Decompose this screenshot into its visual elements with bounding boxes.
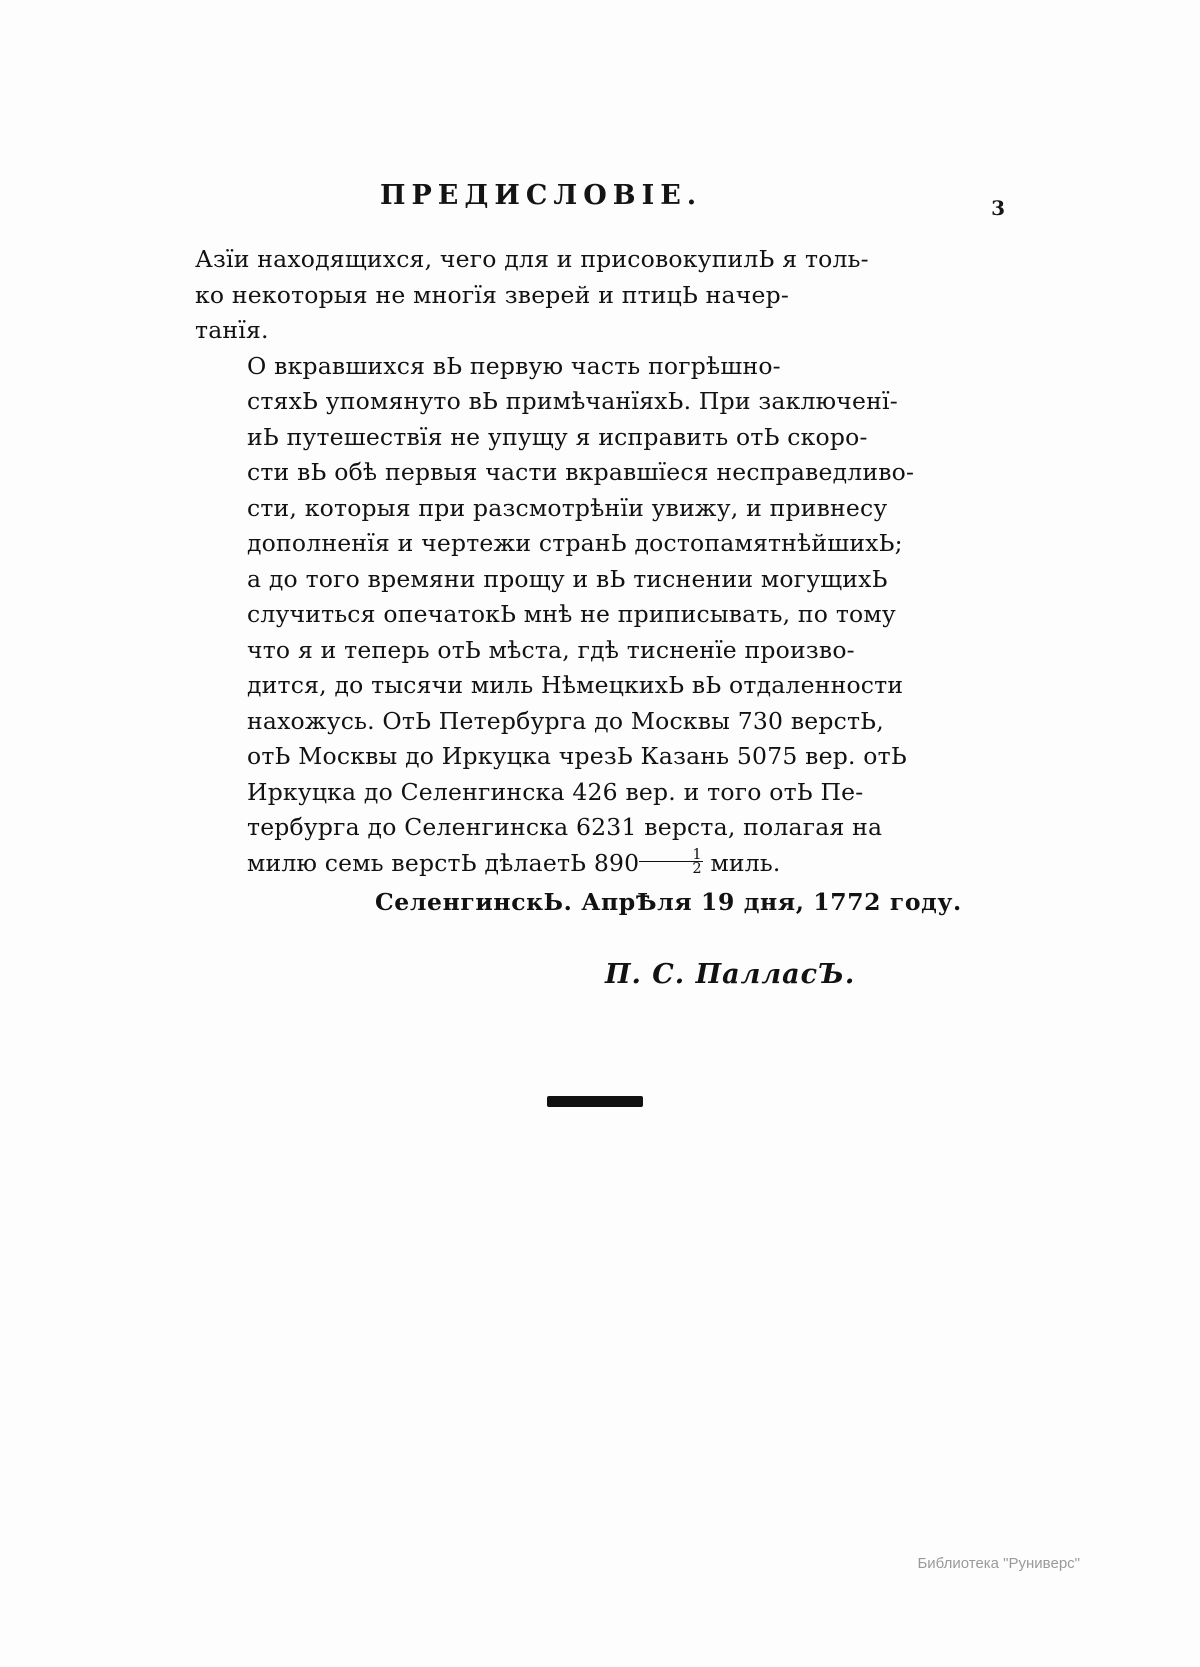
text-line: а до того времяни прощу и вЬ тиснении могущихЬ: [247, 564, 888, 593]
page-content-area: [195, 180, 1005, 1107]
rule-ornament-icon: [547, 1096, 643, 1107]
text-line: иЬ путешествїя не упущу я исправить отЬ скоро-: [247, 422, 868, 451]
text-line: Иркуцка до Селенгинска 426 вер. и того отЬ Пе-: [247, 777, 864, 806]
paragraph-1: [195, 242, 995, 349]
text-line: танїя.: [195, 316, 269, 344]
body-text: [195, 242, 995, 992]
paragraph-2: [195, 349, 995, 882]
page-number: 3: [991, 196, 1005, 220]
text-line-final: милю семь верстЬ дѣлаетЬ 890 $\frac{1}{2}$ миль.: [247, 845, 781, 877]
text-line: случиться опечатокЬ мнѣ не приписывать, по тому: [247, 600, 896, 628]
text-line: отЬ Москвы до Иркуцка чрезЬ Казань 5075 вер. отЬ: [247, 742, 907, 770]
page-header: [195, 180, 1005, 236]
text-line: сти, которыя при разсмотрѣнїи увижу, и привнесу: [247, 493, 888, 522]
text-line: ко некоторыя не многїя зверей и птицЬ начер-: [195, 280, 789, 309]
text-line-with-fraction: [195, 846, 995, 882]
text-line: дится, до тысячи миль НѣмецкихЬ вЬ отдаленности: [247, 671, 904, 699]
author-signature: П. С. ПалласЪ.: [605, 958, 856, 990]
library-watermark: Библиотека "Руниверс": [917, 1555, 1080, 1572]
text-line: стяхЬ упомянуто вЬ примѣчанїяхЬ. При заключенї-: [247, 387, 898, 415]
text-line: тербурга до Селенгинска 6231 верста, полагая на: [247, 813, 883, 841]
fraction-one-half: $\frac{1}{2}$: [639, 848, 702, 875]
text-line: сти вЬ обѣ первыя части вкравшїеся несправедливо-: [247, 458, 915, 486]
text-line: что я и теперь отЬ мѣста, гдѣ тисненїе произво-: [247, 635, 855, 664]
text-line: дополненїя и чертежи странЬ достопамятнѣйшихЬ;: [247, 529, 903, 557]
text-line: О вкравшихся вЬ первую часть погрѣшно-: [247, 351, 781, 380]
page-title: ПРЕДИСЛОВІЕ.: [380, 180, 703, 211]
text-line: нахожусь. ОтЬ Петербурга до Москвы 730 верстЬ,: [247, 706, 884, 735]
text-line: Азїи находящихся, чего для и присовокупилЬ я толь-: [195, 245, 869, 273]
date-line: СеленгинскЬ. АпрѢля 19 дня, 1772 году.: [375, 888, 962, 916]
text-line-tail: миль.: [702, 848, 781, 877]
